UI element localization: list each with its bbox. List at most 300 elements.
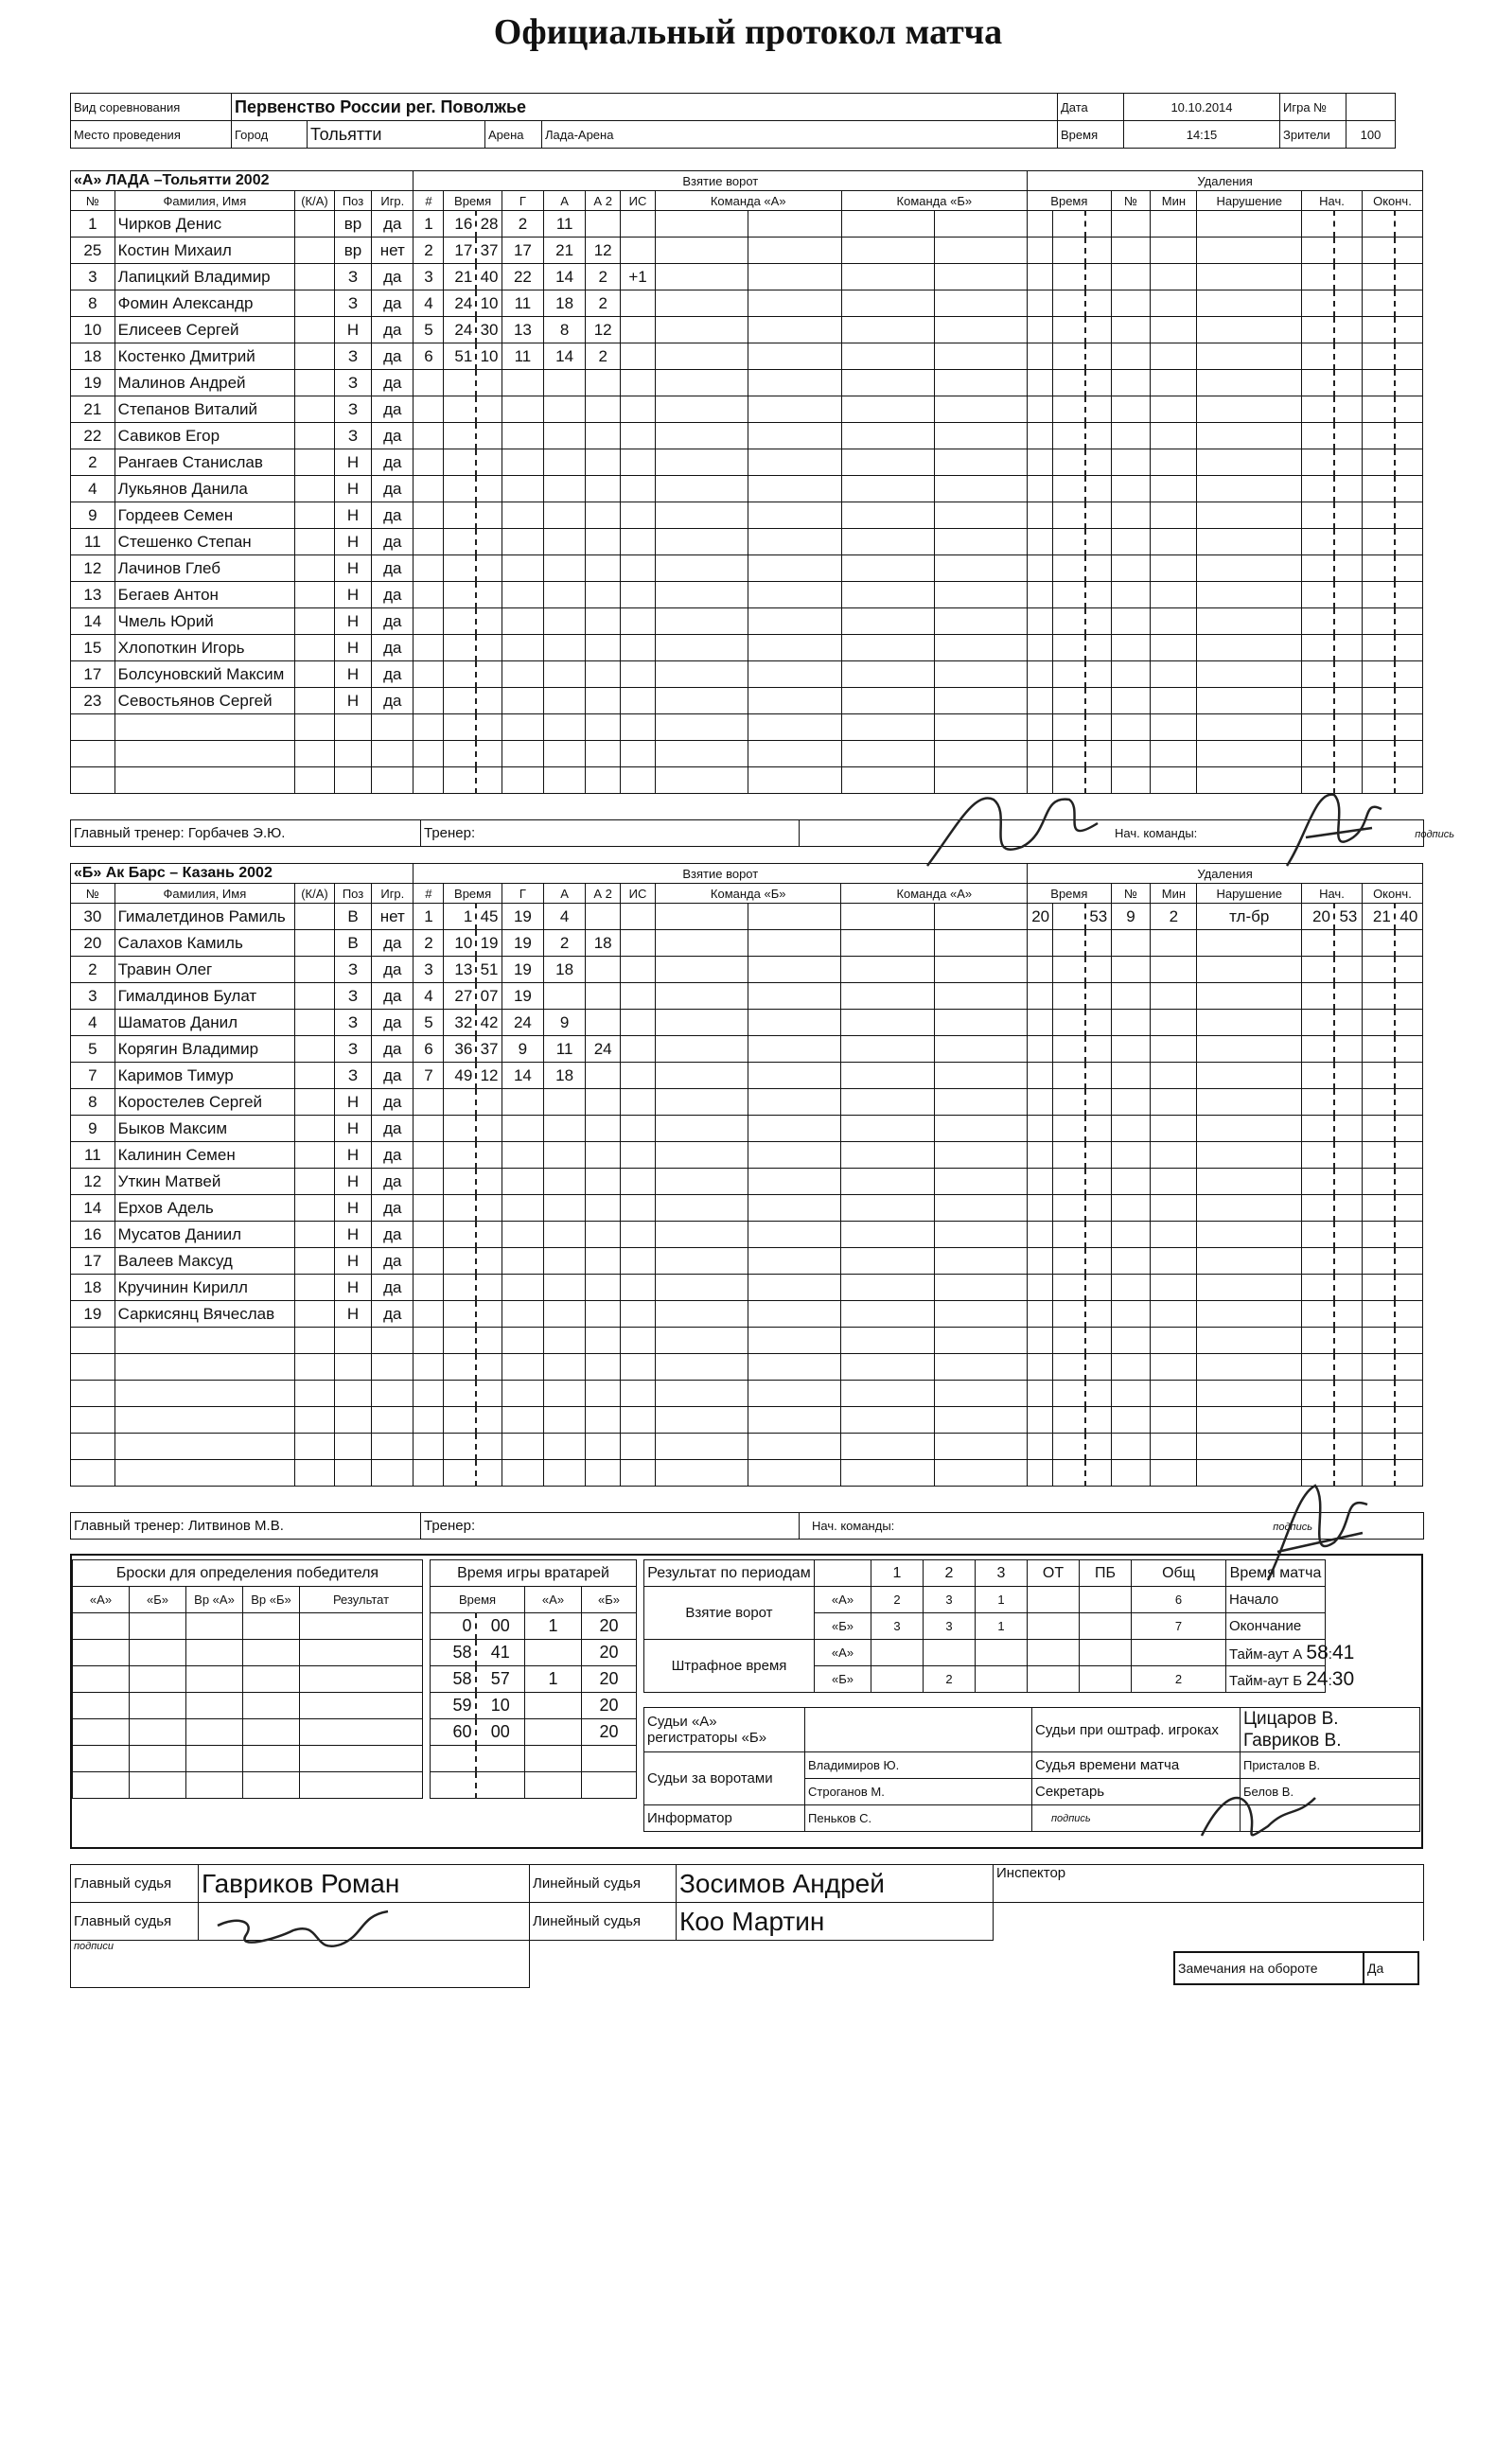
goal-assist-1: 4 (544, 904, 586, 930)
penalty-start-minute (1302, 1381, 1334, 1407)
penalty-player (1111, 714, 1151, 741)
goalie-cell (655, 529, 748, 555)
penalty-start-minute (1302, 582, 1334, 608)
penalty-end-minute (1362, 555, 1394, 582)
goal-second (476, 1116, 502, 1142)
goalie-cell (934, 1275, 1027, 1301)
penalty-end-minute (1362, 714, 1394, 741)
penalty-end-minute (1362, 476, 1394, 502)
penalty-player (1111, 1195, 1151, 1222)
penalty-minute (1028, 290, 1053, 317)
pim-a-p2 (924, 1640, 976, 1666)
penalty-sep (1053, 1407, 1085, 1434)
player-number: 2 (71, 957, 115, 983)
goal-situation (621, 1169, 656, 1195)
remarks-label: Замечания на обороте (1174, 1952, 1364, 1984)
player-ka (295, 1169, 335, 1195)
penalty-end-second (1395, 983, 1423, 1010)
penalty-end-second (1395, 423, 1423, 449)
penalty-start-minute (1302, 555, 1334, 582)
shootout-row (73, 1666, 423, 1693)
goalie-cell (841, 608, 934, 635)
penalty-start-minute (1302, 370, 1334, 396)
timeout-a-label: Тайм-аут А (1229, 1646, 1303, 1663)
penalty-minutes (1151, 714, 1197, 741)
goalie-cell (748, 529, 841, 555)
head-ref-1: Гавриков Роман (199, 1865, 530, 1903)
penalty-minutes (1151, 449, 1197, 476)
goalie-cell (748, 1089, 841, 1116)
player-name: Савиков Егор (114, 423, 294, 449)
team-a-footer (70, 819, 1454, 847)
penalty-player (1111, 1354, 1151, 1381)
goal-assist-2 (586, 529, 621, 555)
goal-number: 1 (414, 211, 444, 238)
shootout-cell (186, 1693, 243, 1719)
penalty-violation (1197, 238, 1302, 264)
goalie-cell (841, 904, 934, 930)
goal-second (476, 714, 502, 741)
penalty-violation (1197, 476, 1302, 502)
player-name: Кручинин Кирилл (114, 1275, 294, 1301)
player-position: Н (334, 582, 371, 608)
shootout-cell (243, 1613, 300, 1640)
informer-value: Пеньков С. (805, 1805, 1032, 1832)
goalie-cell (841, 635, 934, 661)
goal-assist-1 (544, 555, 586, 582)
shootout-col: «А» (73, 1587, 130, 1613)
goal-second (476, 555, 502, 582)
signature-scribble (918, 771, 1126, 885)
col-a2: А 2 (586, 191, 621, 211)
player-row (71, 983, 1423, 1010)
goalie-cell (934, 1248, 1027, 1275)
goal-number (414, 1275, 444, 1301)
goal-assist-2 (586, 1116, 621, 1142)
player-position: Н (334, 502, 371, 529)
goal-assist-1 (544, 1116, 586, 1142)
goal-minute (444, 370, 476, 396)
remarks-value: Да (1364, 1952, 1418, 1984)
penalty-violation (1197, 211, 1302, 238)
coach-label: Тренер: (421, 820, 800, 847)
player-row (71, 1036, 1423, 1063)
player-ka (295, 1036, 335, 1063)
goalie-cell (748, 396, 841, 423)
goal-scorer (502, 1407, 543, 1434)
penalty-second (1085, 449, 1111, 476)
penalty-violation (1197, 449, 1302, 476)
goalie-cell (934, 396, 1027, 423)
goal-assist-1 (544, 1195, 586, 1222)
penalty-minutes (1151, 688, 1197, 714)
goal-minute (444, 1195, 476, 1222)
player-row (71, 290, 1423, 317)
goalie-cell (655, 688, 748, 714)
goal-assist-1: 18 (544, 957, 586, 983)
goal-situation (621, 1328, 656, 1354)
col-name: Фамилия, Имя (114, 191, 294, 211)
penalty-minute (1028, 264, 1053, 290)
player-ka (295, 635, 335, 661)
penalty-second (1085, 211, 1111, 238)
penalty-end-second (1395, 1169, 1423, 1195)
player-played: нет (372, 904, 414, 930)
penalty-sep (1053, 1328, 1085, 1354)
player-number: 9 (71, 502, 115, 529)
goal-scorer (502, 1460, 543, 1487)
penalty-violation (1197, 957, 1302, 983)
coach-label: Тренер: (421, 1513, 800, 1540)
goals-b-p1: 3 (871, 1613, 924, 1640)
col-no: № (71, 884, 115, 904)
goals-b-p3: 1 (976, 1613, 1028, 1640)
penalty-minutes (1151, 1434, 1197, 1460)
penalty-player (1111, 317, 1151, 343)
goal-number: 3 (414, 957, 444, 983)
goalie-cell (655, 1116, 748, 1142)
goalie-cell (841, 343, 934, 370)
player-position: вр (334, 211, 371, 238)
penalty-start-second (1334, 1195, 1362, 1222)
shootout-cell (300, 1719, 423, 1746)
goalie-cell (934, 476, 1027, 502)
player-name: Чмель Юрий (114, 608, 294, 635)
penalty-second (1085, 582, 1111, 608)
goal-number (414, 741, 444, 767)
penalty-violation (1197, 423, 1302, 449)
player-name: Хлопоткин Игорь (114, 635, 294, 661)
player-row (71, 1275, 1423, 1301)
player-name: Степанов Виталий (114, 396, 294, 423)
goalie-time-row (431, 1772, 637, 1799)
goalie-cell (934, 238, 1027, 264)
penalty-sep (1053, 714, 1085, 741)
goalie-cell (934, 1169, 1027, 1195)
penalty-player (1111, 1407, 1151, 1434)
goalie-cell (655, 1089, 748, 1116)
penalty-player (1111, 688, 1151, 714)
goal-number (414, 688, 444, 714)
col-pen-start: Нач. (1302, 884, 1363, 904)
penalty-minute (1028, 502, 1053, 529)
penalty-end-second (1395, 1381, 1423, 1407)
arena-label: Арена (485, 121, 542, 149)
col-team-right: Команда «Б» (841, 191, 1028, 211)
player-played: да (372, 502, 414, 529)
goal-assist-2 (586, 476, 621, 502)
penalty-end-second (1395, 1460, 1423, 1487)
col-igr: Игр. (372, 884, 414, 904)
penalty-start-minute (1302, 1169, 1334, 1195)
goalie-cell (841, 290, 934, 317)
timekeeper-label: Судья времени матча (1032, 1752, 1241, 1779)
goalie-cell (934, 370, 1027, 396)
shootout-cell (243, 1772, 300, 1799)
goal-assist-2 (586, 1354, 621, 1381)
shootout-col: Вр «Б» (243, 1587, 300, 1613)
goal-minute (444, 1460, 476, 1487)
penalty-player (1111, 1116, 1151, 1142)
shootout-cell (300, 1613, 423, 1640)
player-name: Коростелев Сергей (114, 1089, 294, 1116)
goalie-team-a (525, 1719, 582, 1746)
goal-minute (444, 582, 476, 608)
pim-label: Штрафное время (644, 1640, 815, 1693)
player-ka (295, 343, 335, 370)
player-position: Н (334, 1222, 371, 1248)
penalty-end-second (1395, 1063, 1423, 1089)
col-pen-min: Мин (1151, 884, 1197, 904)
player-number (71, 1328, 115, 1354)
penalty-violation (1197, 1010, 1302, 1036)
player-name: Корягин Владимир (114, 1036, 294, 1063)
penalty-end-second (1395, 1275, 1423, 1301)
penalty-start-second (1334, 211, 1362, 238)
shootout-cell (300, 1746, 423, 1772)
penalty-end-minute (1362, 1301, 1394, 1328)
player-played: да (372, 396, 414, 423)
penalty-player (1111, 1222, 1151, 1248)
player-number: 5 (71, 1036, 115, 1063)
penalty-second (1085, 1142, 1111, 1169)
pim-b-total: 2 (1132, 1666, 1226, 1693)
goalie-change-second: 57 (476, 1666, 525, 1693)
goalie-cell (748, 1116, 841, 1142)
player-position: З (334, 290, 371, 317)
goal-judges-label: Судьи за воротами (644, 1752, 805, 1805)
period-col: Общ (1132, 1560, 1226, 1587)
goal-second: 10 (476, 290, 502, 317)
goal-assist-1 (544, 1381, 586, 1407)
goal-minute (444, 1142, 476, 1169)
penalty-player (1111, 555, 1151, 582)
goal-assist-1 (544, 767, 586, 794)
goal-minute (444, 1407, 476, 1434)
penalty-start-second: 53 (1334, 904, 1362, 930)
player-ka (295, 741, 335, 767)
goalie-cell (841, 957, 934, 983)
goalie-team-a: 1 (525, 1613, 582, 1640)
penalty-start-second (1334, 290, 1362, 317)
penalty-start-second (1334, 449, 1362, 476)
penalty-start-minute (1302, 1142, 1334, 1169)
linesman-2: Коо Мартин (677, 1903, 994, 1941)
player-played (372, 1381, 414, 1407)
penalty-violation (1197, 529, 1302, 555)
team-b-tag: «Б» (815, 1666, 871, 1693)
player-ka (295, 370, 335, 396)
penalty-second (1085, 1354, 1111, 1381)
goalie-team-b (582, 1772, 637, 1799)
goalie-cell (748, 317, 841, 343)
goal-scorer (502, 1275, 543, 1301)
goals-a-ot (1028, 1587, 1080, 1613)
player-number: 14 (71, 608, 115, 635)
goal-minute (444, 1381, 476, 1407)
goal-second (476, 688, 502, 714)
penalty-start-minute (1302, 1195, 1334, 1222)
signature-scribble (1192, 1779, 1325, 1855)
player-name: Рангаев Станислав (114, 449, 294, 476)
goalie-team-a (525, 1640, 582, 1666)
shootout-cell (186, 1772, 243, 1799)
linesman-1: Зосимов Андрей (677, 1865, 994, 1903)
penalty-end-second (1395, 1195, 1423, 1222)
goal-situation (621, 1089, 656, 1116)
goalie-cell (841, 449, 934, 476)
penalty-violation (1197, 1407, 1302, 1434)
goal-scorer (502, 1354, 543, 1381)
player-position: Н (334, 635, 371, 661)
player-position: З (334, 264, 371, 290)
goal-assist-2 (586, 211, 621, 238)
goal-scorer (502, 1089, 543, 1116)
penalty-second (1085, 423, 1111, 449)
goal-assist-2 (586, 1089, 621, 1116)
goal-assist-1 (544, 1354, 586, 1381)
player-row (71, 238, 1423, 264)
goalie-cell (841, 396, 934, 423)
goalie-cell (934, 317, 1027, 343)
goal-assist-2 (586, 741, 621, 767)
player-name: Костенко Дмитрий (114, 343, 294, 370)
player-name: Калинин Семен (114, 1142, 294, 1169)
penalty-start-minute (1302, 930, 1334, 957)
penalty-box-judge-1: Цицаров В. (1243, 1709, 1339, 1729)
goalie-cell (748, 714, 841, 741)
penalty-minute (1028, 608, 1053, 635)
player-ka (295, 1381, 335, 1407)
col-is: ИС (621, 191, 656, 211)
goalie-cell (841, 1407, 934, 1434)
shootout-row (73, 1772, 423, 1799)
player-row (71, 1063, 1423, 1089)
penalty-end-minute (1362, 238, 1394, 264)
shootout-cell (73, 1746, 130, 1772)
player-position (334, 714, 371, 741)
penalty-minute (1028, 983, 1053, 1010)
goals-b-p2: 3 (924, 1613, 976, 1640)
penalty-sep (1053, 1301, 1085, 1328)
player-position (334, 1407, 371, 1434)
penalty-sep (1053, 238, 1085, 264)
penalty-player (1111, 957, 1151, 983)
goalie-time-row (431, 1719, 637, 1746)
goal-situation (621, 423, 656, 449)
player-position (334, 1354, 371, 1381)
goal-assist-2 (586, 608, 621, 635)
goal-number: 2 (414, 930, 444, 957)
player-ka (295, 449, 335, 476)
player-position: Н (334, 1142, 371, 1169)
player-number: 20 (71, 930, 115, 957)
penalty-player (1111, 1063, 1151, 1089)
penalty-player (1111, 449, 1151, 476)
goal-minute: 36 (444, 1036, 476, 1063)
goal-situation: +1 (621, 264, 656, 290)
goalie-cell (655, 1460, 748, 1487)
goal-number (414, 1354, 444, 1381)
penalty-minute (1028, 1301, 1053, 1328)
penalty-sep (1053, 1460, 1085, 1487)
player-position: Н (334, 1169, 371, 1195)
penalty-end-second (1395, 1116, 1423, 1142)
goalie-time-table (430, 1559, 637, 1799)
player-position: Н (334, 476, 371, 502)
goalie-cell (934, 582, 1027, 608)
goal-number (414, 635, 444, 661)
goal-assist-2 (586, 1301, 621, 1328)
goal-scorer (502, 396, 543, 423)
goalie-cell (841, 1381, 934, 1407)
team-b-footer (70, 1512, 1424, 1540)
penalty-minute (1028, 423, 1053, 449)
player-played: да (372, 555, 414, 582)
penalty-sep (1053, 1036, 1085, 1063)
player-number: 12 (71, 555, 115, 582)
player-name (114, 767, 294, 794)
player-number: 12 (71, 1169, 115, 1195)
penalty-minute (1028, 635, 1053, 661)
player-number: 17 (71, 661, 115, 688)
goal-assist-2 (586, 661, 621, 688)
penalty-end-second (1395, 1354, 1423, 1381)
player-name: Чирков Денис (114, 211, 294, 238)
player-ka (295, 1354, 335, 1381)
player-number: 19 (71, 1301, 115, 1328)
goal-situation (621, 449, 656, 476)
penalty-end-second (1395, 449, 1423, 476)
goal-second (476, 582, 502, 608)
player-name (114, 1328, 294, 1354)
penalty-sep (1053, 1434, 1085, 1460)
player-position: З (334, 957, 371, 983)
penalty-sep (1053, 449, 1085, 476)
goalie-cell (748, 238, 841, 264)
penalty-second (1085, 290, 1111, 317)
shootout-cell (130, 1613, 186, 1640)
player-ka (295, 502, 335, 529)
pim-b-p3 (976, 1666, 1028, 1693)
penalty-end-second (1395, 1010, 1423, 1036)
periods-title: Результат по периодам (644, 1560, 815, 1587)
goalie-cell (655, 741, 748, 767)
col-g: Г (502, 191, 543, 211)
goalie-cell (655, 714, 748, 741)
penalty-sep (1053, 317, 1085, 343)
goalie-cell (748, 1063, 841, 1089)
penalty-start-second (1334, 1116, 1362, 1142)
goalie-cell (934, 661, 1027, 688)
goal-situation (621, 1116, 656, 1142)
player-number: 4 (71, 476, 115, 502)
player-row (71, 211, 1423, 238)
goal-assist-2 (586, 1275, 621, 1301)
shootout-cell (130, 1693, 186, 1719)
penalty-violation (1197, 555, 1302, 582)
goal-minute: 13 (444, 957, 476, 983)
goalie-cell (841, 476, 934, 502)
goal-number (414, 767, 444, 794)
player-row (71, 741, 1423, 767)
goal-assist-2: 2 (586, 343, 621, 370)
goalie-team-b: 20 (582, 1613, 637, 1640)
penalty-minute (1028, 529, 1053, 555)
penalty-end-minute (1362, 529, 1394, 555)
penalty-minutes (1151, 1354, 1197, 1381)
penalty-player (1111, 1275, 1151, 1301)
